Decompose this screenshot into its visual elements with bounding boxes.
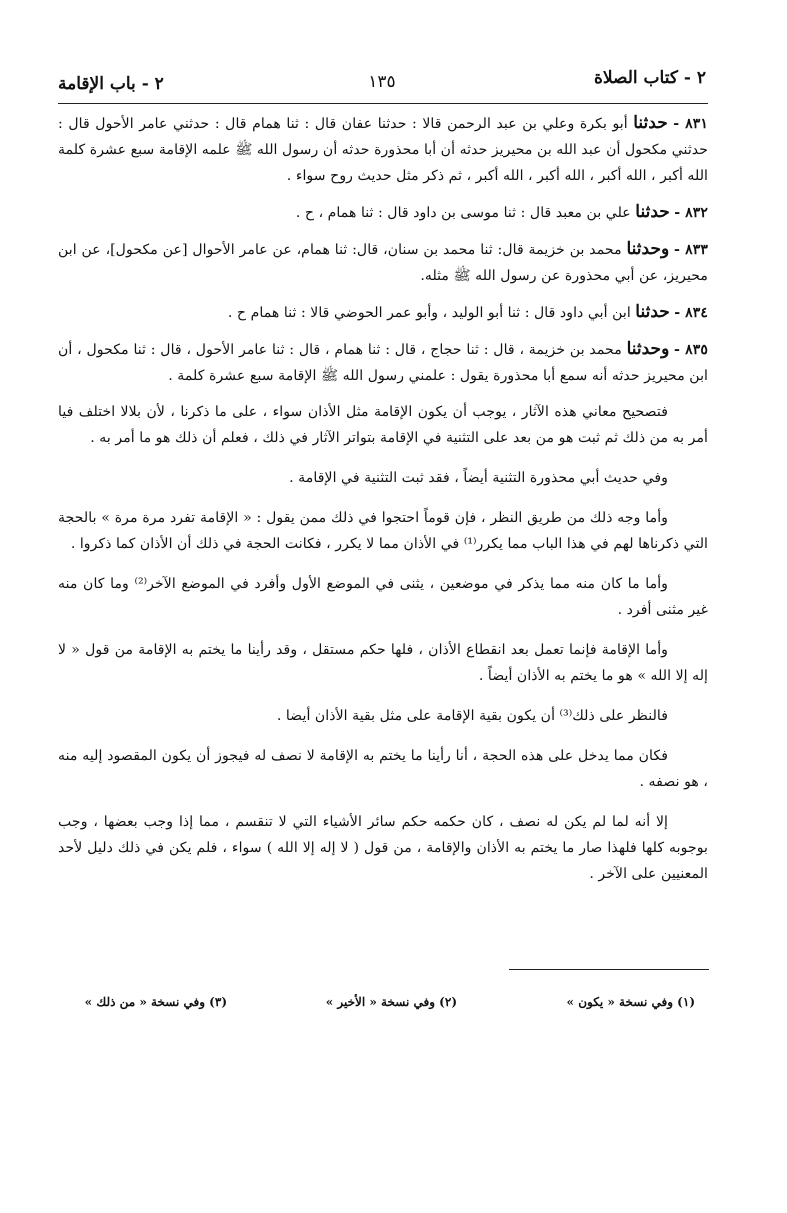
hadith-text: محمد بن خزيمة ، قال : ثنا حجاج ، قال : ثنا همام ، قال : ثنا عامر الأحول ، قال : ثنا مكحول ، أن ابن محيريز حدثه أنه سمع أبا محذورة يقول : علمني رسول الله ﷺ الإقامة سبع عشرة كلمة . — [58, 342, 708, 384]
commentary-paragraph: وأما ما كان منه مما يذكر في موضعين ، يثنى في الموضع الأول وأفرد في الموضع الآخر⁽²⁾ وما كان منه غير مثنى أفرد . — [58, 576, 708, 618]
hadith-text: علي بن معبد قال : ثنا موسى بن داود قال : ثنا همام ، ح . — [295, 205, 631, 221]
commentary-paragraph: فتصحيح معاني هذه الآثار ، يوجب أن يكون الإقامة مثل الأذان سواء ، على ما ذكرنا ، لأن بلالا اختلف فيا أمر به من ذلك ثم ثبت هو من بعد على التثنية في الإقامة بتواتر الآثار في ذلك ، فعلم أن ذلك هو ما أمر به . — [58, 404, 708, 446]
footnote-2: (٢) وفي نسخة « الأخير » — [325, 995, 457, 1009]
hadith-number: ٨٣٤ - — [674, 305, 708, 321]
footnote-1: (١) وفي نسخة « يكون » — [566, 995, 695, 1009]
commentary-paragraph: إلا أنه لما لم يكن له نصف ، كان حكمه حكم سائر الأشياء التي لا تنقسم ، مما إذا وجب بعضها ، وجب بوجوبه كلها فلهذا صار ما يختم به الأذان والإقامة ، من قول ( لا إله إلا الله ) سواء ، فلم يكن في ذلك دليل لأحد المعنيين على الآخر . — [58, 814, 708, 882]
page-header — [58, 68, 706, 102]
hadith-number: ٨٣٥ - — [674, 342, 708, 358]
hadith-number: ٨٣٣ - — [674, 242, 708, 258]
hadith-text: أبو بكرة وعلي بن عبد الرحمن قالا : حدثنا عفان قال : ثنا همام قال : حدثني عامر الأحول قال : حدثني مكحول أن عبد الله بن محيريز حدثه أن أبا محذورة حدثه أن رسول الله ﷺ علمه الإقامة سبع عشرة كلمة الله أكبر ، الله أكبر ، الله أكبر ، الله أكبر ، ثم ذكر مثل حديث روح سواء . — [58, 116, 708, 184]
hadith-keyword: حدثنا — [633, 113, 668, 133]
hadith-831 — [58, 110, 708, 189]
commentary-paragraph: فكان مما يدخل على هذه الحجة ، أنا رأينا ما يختم به الإقامة لا نصف له فيجوز أن يكون المقصود إليه منه ، هو نصفه . — [58, 748, 708, 790]
main-text — [58, 110, 708, 901]
hadith-832 — [58, 199, 708, 226]
page-number: ١٣٥ — [368, 72, 396, 92]
hadith-number: ٨٣١ - — [673, 116, 708, 132]
commentary-paragraph: وأما وجه ذلك من طريق النظر ، فإن قوماً احتجوا في ذلك ممن يقول : « الإقامة تفرد مرة مرة » بالحجة التي ذكرناها لهم في هذا الباب مما يكرر⁽¹⁾ في الأذان مما لا يكرر ، فكانت الحجة في ذلك أن الأذان كما ذكروا . — [58, 510, 708, 552]
hadith-keyword: وحدثنا — [626, 339, 670, 359]
commentary-paragraph: فالنظر على ذلك⁽³⁾ أن يكون بقية الإقامة على مثل بقية الأذان أيضا . — [276, 708, 668, 724]
hadith-833 — [58, 236, 708, 289]
hadith-834 — [58, 299, 708, 326]
chapter-title: ٢ - كتاب الصلاة — [593, 68, 706, 88]
commentary-paragraph: وأما الإقامة فإنما تعمل بعد انقطاع الأذان ، فلها حكم مستقل ، وقد رأينا ما يختم به الإقامة من قول « لا إله إلا الله » هو ما يختم به الأذان أيضاً . — [58, 642, 708, 684]
hadith-number: ٨٣٢ - — [674, 205, 708, 221]
footnote-3: (٣) وفي نسخة « من ذلك » — [84, 995, 227, 1009]
section-title: ٢ - باب الإقامة — [58, 74, 164, 94]
hadith-text: محمد بن خزيمة قال: ثنا محمد بن سنان، قال: ثنا همام، عن عامر الأحوال [عن مكحول]، عن ابن محيريز، عن أبي محذورة عن رسول الله ﷺ مثله. — [58, 242, 708, 284]
hadith-keyword: وحدثنا — [626, 239, 670, 259]
hadith-text: ابن أبي داود قال : ثنا أبو الوليد ، وأبو عمر الحوضي قالا : ثنا همام ح . — [227, 305, 631, 321]
commentary-paragraph: وفي حديث أبي محذورة التثنية أيضاً ، فقد ثبت التثنية في الإقامة . — [289, 470, 668, 486]
hadith-keyword: حدثنا — [635, 302, 670, 322]
footnote-rule — [509, 969, 709, 970]
header-rule — [58, 103, 708, 104]
hadith-keyword: حدثنا — [635, 202, 670, 222]
hadith-835 — [58, 336, 708, 389]
